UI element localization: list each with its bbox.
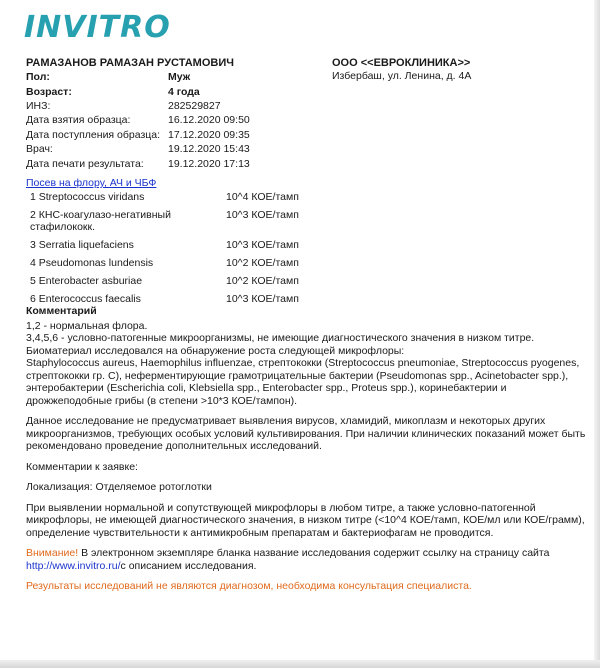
field-value: 19.12.2020 15:43 (168, 143, 250, 156)
comment-line: 1,2 - нормальная флора. (26, 319, 148, 332)
result-row (30, 257, 299, 269)
result-row (30, 239, 299, 251)
page-right-edge (594, 0, 600, 668)
field-value: 16.12.2020 09:50 (168, 114, 250, 127)
organism-name: 1 Streptococcus viridans (30, 191, 145, 203)
organism-amount: 10^4 КОЕ/тамп (226, 191, 299, 203)
field-label: Дата поступления образца: (26, 128, 161, 141)
field-label: Возраст: (26, 85, 72, 98)
field-value: 282529827 (168, 99, 221, 112)
comment-line: 3,4,5,6 - условно-патогенные микроорганизмы, не имеющие диагностического значения в низком титре. (26, 332, 535, 344)
attention-text: В электронном экземпляре бланка название исследования содержит ссылку на страницу сайта (78, 547, 550, 559)
clinic-info (332, 57, 471, 82)
result-row (30, 275, 299, 287)
organism-amount: 10^2 КОЕ/тамп (226, 275, 299, 287)
field-label: Пол: (26, 71, 50, 84)
comment-section (26, 305, 586, 593)
field-inz (26, 99, 316, 113)
results-list (30, 191, 299, 311)
comment-line: Staphylococcus aureus, Haemophilus influenzae, стрептококки (Streptococcus pneumoniae, Streptococcus pyogenes, стрептококки гр. C), неферментирующие грамотрицательные бактерии (Pseudomonas spp., Acinetobacter spp.), энтеробактерии (Escherichia coli, Klebsiella spp., Enterobacter spp., Proteus spp.), коринебактерии и дрожжеподобные грибы (в степени >10*3 КОЕ/тампон). (26, 357, 580, 407)
order-comments-label: Комментарии к заявке: (26, 460, 138, 473)
organism-amount: 10^2 КОЕ/тамп (226, 257, 299, 269)
attention-note (26, 547, 586, 572)
field-print-date (26, 156, 316, 170)
disclaimer: Результаты исследований не являются диагнозом, необходима консультация специалиста. (26, 580, 472, 592)
site-link[interactable]: http://www.invitro.ru/ (26, 559, 121, 572)
field-received-date (26, 128, 316, 142)
organism-name: 6 Enterococcus faecalis (30, 293, 141, 305)
field-label: Дата печати результата: (26, 157, 144, 170)
field-sex (26, 70, 316, 84)
organism-name: 3 Serratia liquefaciens (30, 239, 134, 251)
result-row (30, 293, 299, 305)
field-doctor (26, 142, 316, 156)
field-label: Врач: (26, 143, 53, 156)
test-title-link[interactable]: Посев на флору, АЧ и ЧБФ (26, 177, 157, 189)
page-bottom-edge (0, 660, 600, 668)
field-value: Муж (168, 71, 191, 84)
localization: Локализация: Отделяемое ротоглотки (26, 481, 212, 493)
invitro-logo: INVITRO (24, 10, 171, 45)
comment-title: Комментарий (26, 305, 97, 317)
clinic-address: Избербаш, ул. Ленина, д. 4А (332, 70, 472, 82)
field-value: 19.12.2020 17:13 (168, 157, 250, 170)
comment-paragraph: При выявлении нормальной и сопутствующей микрофлоры в любом титре, а также условно-патогенной микрофлоры, не имеющей диагностического значения, в низком титре (<10^4 КОЕ/тамп, КОЕ/мл или КОЕ/грамм), определение чувствительности к антимикробным препаратам и бактериофагам не проводится. (26, 501, 585, 539)
field-label: ИНЗ: (26, 99, 51, 112)
field-label: Дата взятия образца: (26, 114, 131, 127)
result-row (30, 209, 299, 233)
comment-paragraph: Данное исследование не предусматривает выявления вирусов, хламидий, микоплазм и некоторых других микроорганизмов, требующих особых условий культивирования. При наличии клинических показаний может быть рекомендовано проведение дополнительных исследований. (26, 415, 586, 452)
clinic-name: ООО <<ЕВРОКЛИНИКА>> (332, 57, 471, 69)
organism-name: 4 Pseudomonas lundensis (30, 257, 154, 269)
organism-amount: 10^3 КОЕ/тамп (226, 239, 299, 251)
patient-name: РАМАЗАНОВ РАМАЗАН РУСТАМОВИЧ (26, 57, 234, 69)
organism-name: 5 Enterobacter asburiae (30, 275, 143, 287)
field-age (26, 84, 316, 98)
organism-name: 2 КНС-коагулазо-негативный стафилококк. (30, 209, 171, 233)
attention-label: Внимание! (26, 547, 79, 559)
field-value: 17.12.2020 09:35 (168, 128, 250, 141)
field-sample-date (26, 113, 316, 127)
patient-info (26, 57, 316, 171)
result-row (30, 191, 299, 203)
comment-line: Биоматериал исследовался на обнаружение роста следующей микрофлоры: (26, 344, 405, 357)
site-suffix: с описанием исследования. (120, 559, 257, 572)
organism-amount: 10^3 КОЕ/тамп (226, 209, 299, 221)
organism-amount: 10^3 КОЕ/тамп (226, 293, 299, 305)
field-value: 4 года (168, 85, 200, 98)
